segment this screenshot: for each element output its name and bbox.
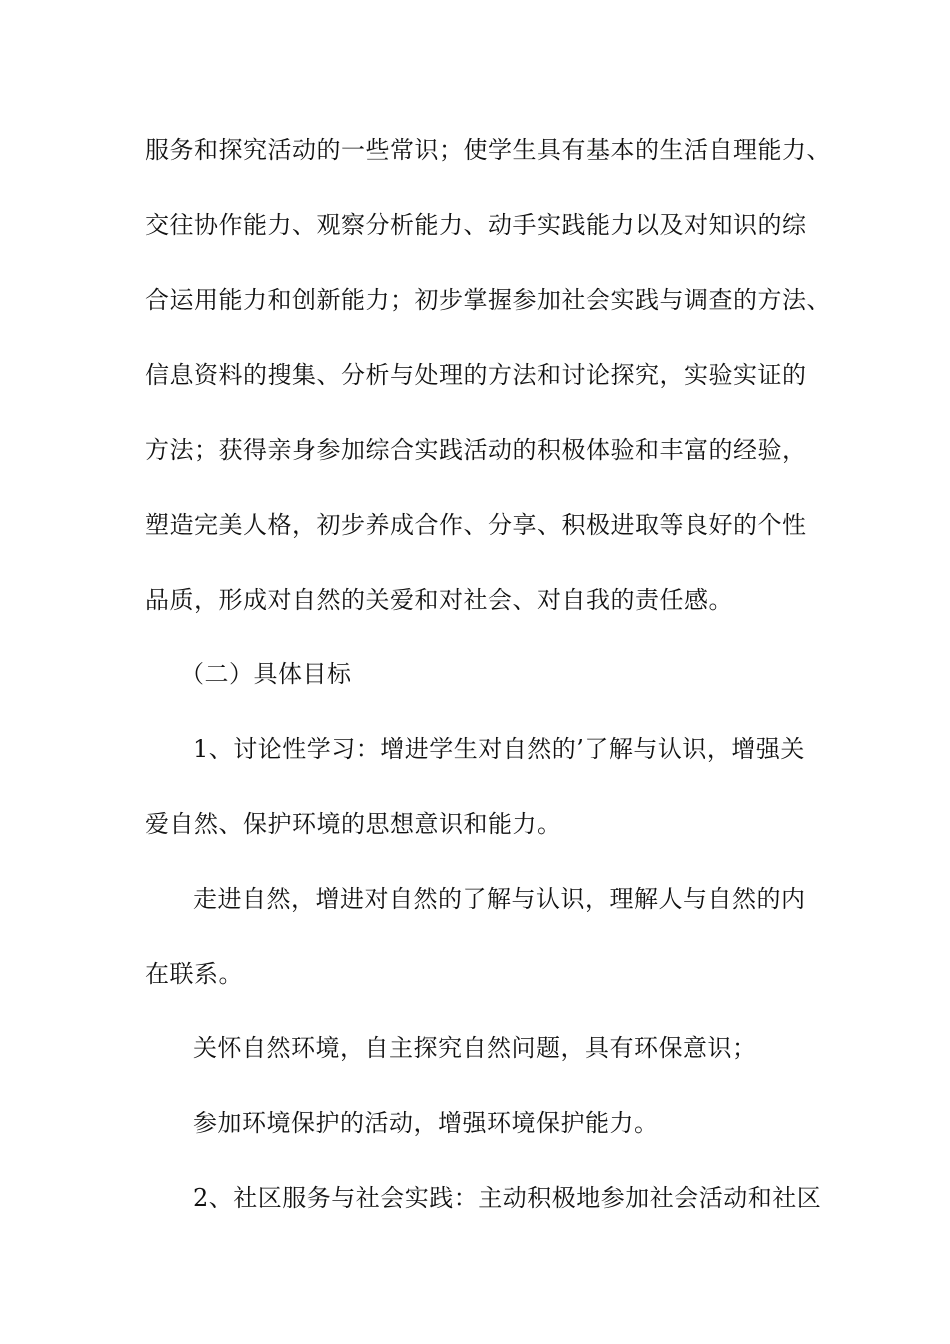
text-line: 信息资料的搜集、分析与处理的方法和讨论探究，实验实证的 xyxy=(145,361,807,389)
text-line: 塑造完美人格，初步养成合作、分享、积极进取等良好的个性 xyxy=(145,511,807,539)
text-line: 在联系。 xyxy=(145,960,243,988)
text-line: 2、社区服务与社会实践：主动积极地参加社会活动和社区 xyxy=(193,1184,822,1212)
text-line: 1、讨论性学习：增进学生对自然的’了解与认识，增强关 xyxy=(193,735,805,763)
text-line: 品质，形成对自然的关爱和对社会、对自我的责任感。 xyxy=(145,586,733,614)
text-line: 爱自然、保护环境的思想意识和能力。 xyxy=(145,810,562,838)
text-line: 合运用能力和创新能力；初步掌握参加社会实践与调查的方法、 xyxy=(145,286,831,314)
text-line: 走进自然，增进对自然的了解与认识，理解人与自然的内 xyxy=(193,885,806,913)
text-line: 交往协作能力、观察分析能力、动手实践能力以及对知识的综 xyxy=(145,211,807,239)
text-line: 服务和探究活动的一些常识；使学生具有基本的生活自理能力、 xyxy=(145,136,831,164)
text-line: 关怀自然环境，自主探究自然问题，具有环保意识； xyxy=(193,1034,757,1062)
section-heading: （二）具体目标 xyxy=(180,660,352,688)
text-line: 方法；获得亲身参加综合实践活动的积极体验和丰富的经验， xyxy=(145,436,807,464)
text-line: 参加环境保护的活动，增强环境保护能力。 xyxy=(193,1109,659,1137)
